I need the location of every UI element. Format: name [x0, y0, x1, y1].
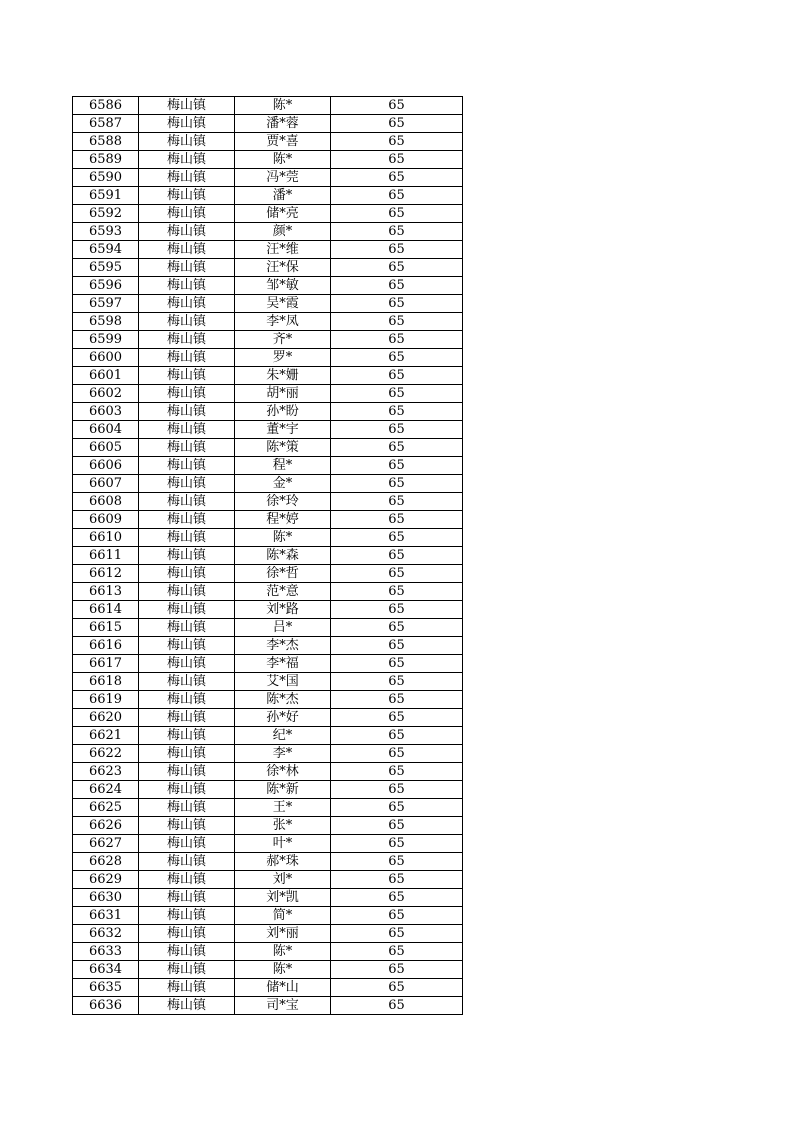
town-cell: 梅山镇 — [139, 889, 235, 907]
name-cell: 李*凤 — [235, 313, 331, 331]
table-row — [73, 349, 463, 367]
amount-cell: 65 — [331, 853, 463, 871]
amount-cell: 65 — [331, 817, 463, 835]
name-cell: 李*福 — [235, 655, 331, 673]
table-row — [73, 169, 463, 187]
town-cell: 梅山镇 — [139, 853, 235, 871]
amount-cell: 65 — [331, 259, 463, 277]
amount-cell: 65 — [331, 349, 463, 367]
table-row — [73, 763, 463, 781]
name-cell: 徐*林 — [235, 763, 331, 781]
name-cell: 陈* — [235, 961, 331, 979]
name-cell: 董*宇 — [235, 421, 331, 439]
row-number-cell: 6589 — [73, 151, 139, 169]
table-row — [73, 565, 463, 583]
town-cell: 梅山镇 — [139, 367, 235, 385]
amount-cell: 65 — [331, 331, 463, 349]
table-row — [73, 403, 463, 421]
town-cell: 梅山镇 — [139, 475, 235, 493]
table-row — [73, 925, 463, 943]
town-cell: 梅山镇 — [139, 187, 235, 205]
amount-cell: 65 — [331, 835, 463, 853]
amount-cell: 65 — [331, 691, 463, 709]
table-row — [73, 511, 463, 529]
town-cell: 梅山镇 — [139, 457, 235, 475]
amount-cell: 65 — [331, 979, 463, 997]
row-number-cell: 6597 — [73, 295, 139, 313]
row-number-cell: 6599 — [73, 331, 139, 349]
amount-cell: 65 — [331, 727, 463, 745]
row-number-cell: 6592 — [73, 205, 139, 223]
town-cell: 梅山镇 — [139, 961, 235, 979]
town-cell: 梅山镇 — [139, 817, 235, 835]
town-cell: 梅山镇 — [139, 421, 235, 439]
amount-cell: 65 — [331, 925, 463, 943]
row-number-cell: 6598 — [73, 313, 139, 331]
table-row — [73, 259, 463, 277]
amount-cell: 65 — [331, 403, 463, 421]
town-cell: 梅山镇 — [139, 655, 235, 673]
table-row — [73, 673, 463, 691]
name-cell: 郝*珠 — [235, 853, 331, 871]
table-row — [73, 745, 463, 763]
amount-cell: 65 — [331, 781, 463, 799]
name-cell: 冯*莞 — [235, 169, 331, 187]
town-cell: 梅山镇 — [139, 709, 235, 727]
table-row — [73, 367, 463, 385]
name-cell: 陈* — [235, 151, 331, 169]
amount-cell: 65 — [331, 187, 463, 205]
row-number-cell: 6603 — [73, 403, 139, 421]
amount-cell: 65 — [331, 385, 463, 403]
row-number-cell: 6627 — [73, 835, 139, 853]
amount-cell: 65 — [331, 493, 463, 511]
row-number-cell: 6587 — [73, 115, 139, 133]
town-cell: 梅山镇 — [139, 259, 235, 277]
table-row — [73, 277, 463, 295]
table-row — [73, 601, 463, 619]
row-number-cell: 6616 — [73, 637, 139, 655]
table-row — [73, 655, 463, 673]
amount-cell: 65 — [331, 529, 463, 547]
name-cell: 孙*好 — [235, 709, 331, 727]
name-cell: 汪*保 — [235, 259, 331, 277]
amount-cell: 65 — [331, 277, 463, 295]
town-cell: 梅山镇 — [139, 799, 235, 817]
amount-cell: 65 — [331, 673, 463, 691]
recipient-table-body — [73, 97, 463, 1015]
town-cell: 梅山镇 — [139, 781, 235, 799]
name-cell: 陈*新 — [235, 781, 331, 799]
amount-cell: 65 — [331, 907, 463, 925]
town-cell: 梅山镇 — [139, 439, 235, 457]
table-row — [73, 241, 463, 259]
town-cell: 梅山镇 — [139, 979, 235, 997]
row-number-cell: 6596 — [73, 277, 139, 295]
town-cell: 梅山镇 — [139, 313, 235, 331]
name-cell: 程*婷 — [235, 511, 331, 529]
town-cell: 梅山镇 — [139, 745, 235, 763]
name-cell: 陈* — [235, 529, 331, 547]
town-cell: 梅山镇 — [139, 205, 235, 223]
amount-cell: 65 — [331, 367, 463, 385]
recipient-table — [72, 96, 463, 1015]
name-cell: 朱*姗 — [235, 367, 331, 385]
town-cell: 梅山镇 — [139, 403, 235, 421]
name-cell: 齐* — [235, 331, 331, 349]
table-row — [73, 871, 463, 889]
town-cell: 梅山镇 — [139, 691, 235, 709]
table-row — [73, 583, 463, 601]
row-number-cell: 6634 — [73, 961, 139, 979]
table-row — [73, 997, 463, 1015]
amount-cell: 65 — [331, 997, 463, 1015]
name-cell: 司*宝 — [235, 997, 331, 1015]
row-number-cell: 6590 — [73, 169, 139, 187]
row-number-cell: 6614 — [73, 601, 139, 619]
amount-cell: 65 — [331, 943, 463, 961]
town-cell: 梅山镇 — [139, 295, 235, 313]
table-row — [73, 529, 463, 547]
name-cell: 叶* — [235, 835, 331, 853]
name-cell: 汪*维 — [235, 241, 331, 259]
name-cell: 吴*霞 — [235, 295, 331, 313]
table-row — [73, 961, 463, 979]
town-cell: 梅山镇 — [139, 529, 235, 547]
row-number-cell: 6586 — [73, 97, 139, 115]
town-cell: 梅山镇 — [139, 583, 235, 601]
name-cell: 陈*森 — [235, 547, 331, 565]
name-cell: 刘*凯 — [235, 889, 331, 907]
row-number-cell: 6615 — [73, 619, 139, 637]
town-cell: 梅山镇 — [139, 835, 235, 853]
table-row — [73, 205, 463, 223]
name-cell: 张* — [235, 817, 331, 835]
row-number-cell: 6630 — [73, 889, 139, 907]
row-number-cell: 6617 — [73, 655, 139, 673]
amount-cell: 65 — [331, 457, 463, 475]
table-row — [73, 223, 463, 241]
amount-cell: 65 — [331, 313, 463, 331]
amount-cell: 65 — [331, 169, 463, 187]
table-row — [73, 295, 463, 313]
row-number-cell: 6593 — [73, 223, 139, 241]
table-row — [73, 619, 463, 637]
amount-cell: 65 — [331, 655, 463, 673]
amount-cell: 65 — [331, 889, 463, 907]
name-cell: 徐*哲 — [235, 565, 331, 583]
town-cell: 梅山镇 — [139, 673, 235, 691]
row-number-cell: 6633 — [73, 943, 139, 961]
amount-cell: 65 — [331, 97, 463, 115]
town-cell: 梅山镇 — [139, 619, 235, 637]
table-row — [73, 97, 463, 115]
row-number-cell: 6621 — [73, 727, 139, 745]
amount-cell: 65 — [331, 871, 463, 889]
row-number-cell: 6609 — [73, 511, 139, 529]
table-row — [73, 709, 463, 727]
town-cell: 梅山镇 — [139, 241, 235, 259]
table-row — [73, 781, 463, 799]
town-cell: 梅山镇 — [139, 565, 235, 583]
row-number-cell: 6604 — [73, 421, 139, 439]
table-row — [73, 691, 463, 709]
table-row — [73, 907, 463, 925]
town-cell: 梅山镇 — [139, 997, 235, 1015]
amount-cell: 65 — [331, 439, 463, 457]
town-cell: 梅山镇 — [139, 151, 235, 169]
table-row — [73, 493, 463, 511]
row-number-cell: 6600 — [73, 349, 139, 367]
table-row — [73, 637, 463, 655]
name-cell: 程* — [235, 457, 331, 475]
name-cell: 王* — [235, 799, 331, 817]
name-cell: 刘*路 — [235, 601, 331, 619]
name-cell: 孙*盼 — [235, 403, 331, 421]
row-number-cell: 6636 — [73, 997, 139, 1015]
name-cell: 颜* — [235, 223, 331, 241]
amount-cell: 65 — [331, 619, 463, 637]
name-cell: 罗* — [235, 349, 331, 367]
amount-cell: 65 — [331, 799, 463, 817]
row-number-cell: 6622 — [73, 745, 139, 763]
town-cell: 梅山镇 — [139, 223, 235, 241]
row-number-cell: 6607 — [73, 475, 139, 493]
name-cell: 李* — [235, 745, 331, 763]
name-cell: 陈*杰 — [235, 691, 331, 709]
name-cell: 纪* — [235, 727, 331, 745]
table-row — [73, 943, 463, 961]
amount-cell: 65 — [331, 565, 463, 583]
amount-cell: 65 — [331, 223, 463, 241]
amount-cell: 65 — [331, 745, 463, 763]
town-cell: 梅山镇 — [139, 97, 235, 115]
row-number-cell: 6632 — [73, 925, 139, 943]
row-number-cell: 6594 — [73, 241, 139, 259]
row-number-cell: 6620 — [73, 709, 139, 727]
town-cell: 梅山镇 — [139, 169, 235, 187]
table-row — [73, 889, 463, 907]
amount-cell: 65 — [331, 961, 463, 979]
row-number-cell: 6623 — [73, 763, 139, 781]
amount-cell: 65 — [331, 583, 463, 601]
row-number-cell: 6631 — [73, 907, 139, 925]
amount-cell: 65 — [331, 241, 463, 259]
name-cell: 刘*丽 — [235, 925, 331, 943]
table-row — [73, 817, 463, 835]
name-cell: 储*山 — [235, 979, 331, 997]
name-cell: 潘*蓉 — [235, 115, 331, 133]
row-number-cell: 6608 — [73, 493, 139, 511]
row-number-cell: 6613 — [73, 583, 139, 601]
name-cell: 金* — [235, 475, 331, 493]
table-row — [73, 475, 463, 493]
amount-cell: 65 — [331, 115, 463, 133]
amount-cell: 65 — [331, 637, 463, 655]
amount-cell: 65 — [331, 151, 463, 169]
table-row — [73, 385, 463, 403]
amount-cell: 65 — [331, 763, 463, 781]
amount-cell: 65 — [331, 709, 463, 727]
town-cell: 梅山镇 — [139, 133, 235, 151]
name-cell: 邹*敏 — [235, 277, 331, 295]
name-cell: 贾*喜 — [235, 133, 331, 151]
row-number-cell: 6605 — [73, 439, 139, 457]
table-row — [73, 979, 463, 997]
table-row — [73, 313, 463, 331]
name-cell: 艾*国 — [235, 673, 331, 691]
row-number-cell: 6610 — [73, 529, 139, 547]
amount-cell: 65 — [331, 511, 463, 529]
name-cell: 陈*策 — [235, 439, 331, 457]
town-cell: 梅山镇 — [139, 763, 235, 781]
table-row — [73, 115, 463, 133]
town-cell: 梅山镇 — [139, 907, 235, 925]
name-cell: 范*意 — [235, 583, 331, 601]
table-row — [73, 421, 463, 439]
table-row — [73, 727, 463, 745]
town-cell: 梅山镇 — [139, 115, 235, 133]
name-cell: 储*亮 — [235, 205, 331, 223]
name-cell: 潘* — [235, 187, 331, 205]
table-row — [73, 187, 463, 205]
table-row — [73, 151, 463, 169]
amount-cell: 65 — [331, 421, 463, 439]
town-cell: 梅山镇 — [139, 637, 235, 655]
amount-cell: 65 — [331, 601, 463, 619]
town-cell: 梅山镇 — [139, 943, 235, 961]
name-cell: 徐*玲 — [235, 493, 331, 511]
name-cell: 吕* — [235, 619, 331, 637]
row-number-cell: 6601 — [73, 367, 139, 385]
town-cell: 梅山镇 — [139, 511, 235, 529]
row-number-cell: 6602 — [73, 385, 139, 403]
table-row — [73, 133, 463, 151]
amount-cell: 65 — [331, 133, 463, 151]
town-cell: 梅山镇 — [139, 727, 235, 745]
amount-cell: 65 — [331, 205, 463, 223]
town-cell: 梅山镇 — [139, 385, 235, 403]
row-number-cell: 6618 — [73, 673, 139, 691]
town-cell: 梅山镇 — [139, 925, 235, 943]
row-number-cell: 6628 — [73, 853, 139, 871]
name-cell: 刘* — [235, 871, 331, 889]
town-cell: 梅山镇 — [139, 871, 235, 889]
row-number-cell: 6595 — [73, 259, 139, 277]
row-number-cell: 6612 — [73, 565, 139, 583]
amount-cell: 65 — [331, 295, 463, 313]
table-row — [73, 853, 463, 871]
table-row — [73, 457, 463, 475]
table-row — [73, 439, 463, 457]
town-cell: 梅山镇 — [139, 547, 235, 565]
row-number-cell: 6611 — [73, 547, 139, 565]
table-row — [73, 547, 463, 565]
row-number-cell: 6635 — [73, 979, 139, 997]
name-cell: 陈* — [235, 943, 331, 961]
row-number-cell: 6625 — [73, 799, 139, 817]
name-cell: 陈* — [235, 97, 331, 115]
amount-cell: 65 — [331, 475, 463, 493]
town-cell: 梅山镇 — [139, 601, 235, 619]
town-cell: 梅山镇 — [139, 277, 235, 295]
table-row — [73, 835, 463, 853]
amount-cell: 65 — [331, 547, 463, 565]
name-cell: 胡*丽 — [235, 385, 331, 403]
table-row — [73, 799, 463, 817]
name-cell: 李*杰 — [235, 637, 331, 655]
name-cell: 简* — [235, 907, 331, 925]
row-number-cell: 6619 — [73, 691, 139, 709]
row-number-cell: 6629 — [73, 871, 139, 889]
table-row — [73, 331, 463, 349]
row-number-cell: 6606 — [73, 457, 139, 475]
row-number-cell: 6624 — [73, 781, 139, 799]
row-number-cell: 6591 — [73, 187, 139, 205]
row-number-cell: 6588 — [73, 133, 139, 151]
town-cell: 梅山镇 — [139, 331, 235, 349]
town-cell: 梅山镇 — [139, 349, 235, 367]
town-cell: 梅山镇 — [139, 493, 235, 511]
row-number-cell: 6626 — [73, 817, 139, 835]
